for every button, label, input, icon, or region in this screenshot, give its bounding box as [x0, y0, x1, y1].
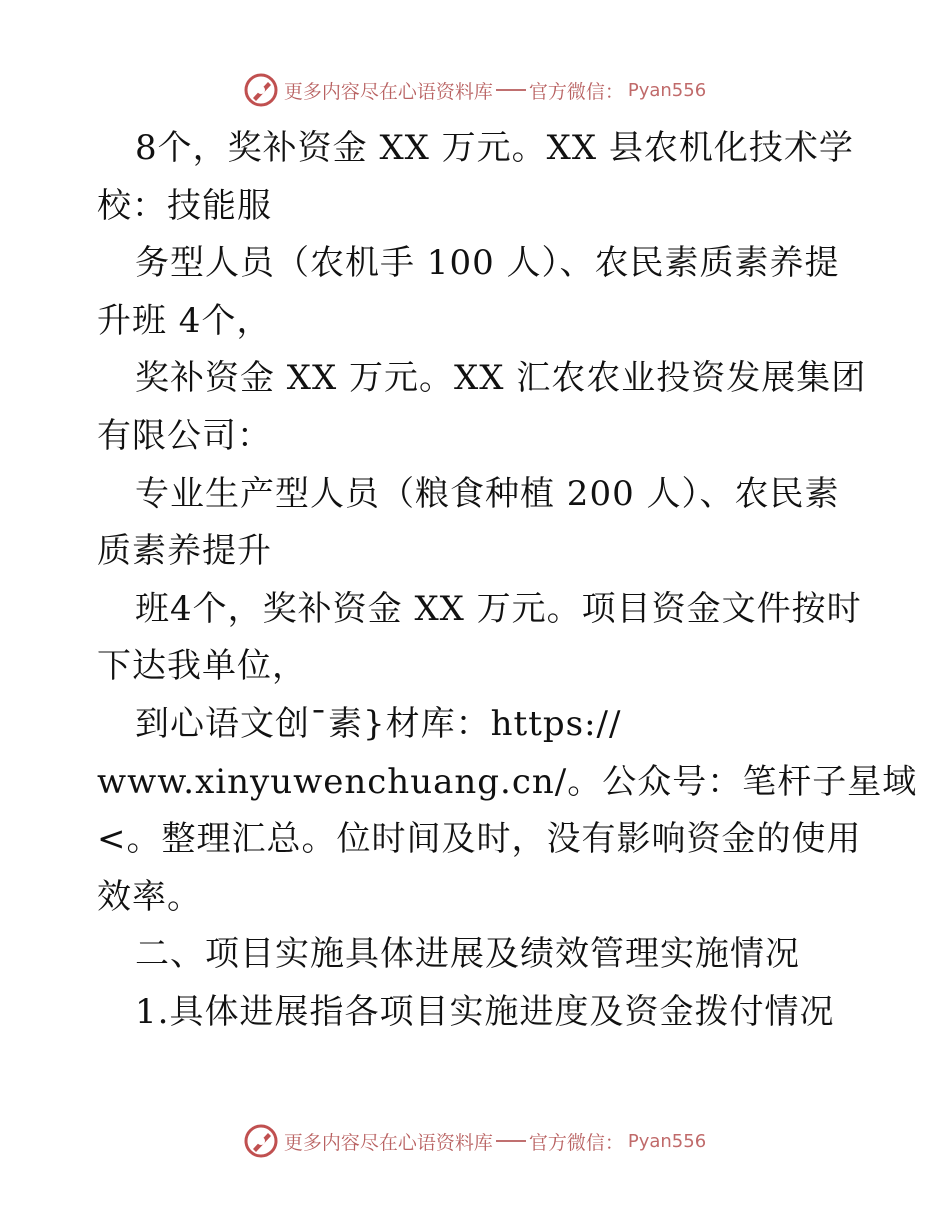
watermark-text: 更多内容尽在心语资料库 — [283, 80, 493, 103]
watermark-wechat-label: 官方微信： — [528, 1131, 624, 1154]
text-line: 升班 4个， — [97, 300, 272, 341]
brush-logo-icon — [244, 73, 278, 107]
text-line: 下达我单位， — [97, 646, 307, 687]
watermark-dash — [496, 1140, 526, 1142]
text-line: <。整理汇总。位时间及时，没有影响资金的使用 — [97, 819, 862, 860]
text-line: 8个，奖补资金 XX 万元。XX 县农机化技术学 — [135, 128, 854, 168]
subsection-heading: 1.具体进展指各项目实施进度及资金拨付情况 — [135, 991, 835, 1032]
text-line: 班4个，奖补资金 XX 万元。项目资金文件按时 — [135, 588, 862, 629]
watermark-wechat-id: Pyan556 — [627, 79, 707, 101]
text-line: 专业生产型人员（粮食种植 200 人）、农民素 — [135, 473, 840, 514]
brush-logo-icon — [244, 1124, 278, 1158]
text-line: 奖补资金 XX 万元。XX 汇农农业投资发展集团 — [135, 358, 867, 399]
watermark-wechat-label: 官方微信： — [528, 80, 624, 103]
text-line: 到心语文创¯素}材库：https:// — [135, 703, 622, 744]
header-watermark — [0, 73, 950, 107]
section-heading: 二、项目实施具体进展及绩效管理实施情况 — [135, 934, 800, 975]
text-line: 校：技能服 — [97, 185, 272, 226]
watermark-wechat-id: Pyan556 — [627, 1130, 707, 1152]
watermark-dash — [496, 89, 526, 91]
text-line: 效率。 — [97, 876, 202, 917]
text-line: 有限公司： — [97, 415, 272, 456]
text-line: 务型人员（农机手 100 人）、农民素质素养提 — [135, 243, 840, 284]
document-body — [97, 120, 918, 1042]
footer-watermark — [0, 1124, 950, 1158]
text-line: 质素养提升 — [97, 531, 272, 572]
watermark-text: 更多内容尽在心语资料库 — [283, 1131, 493, 1154]
text-line: www.xinyuwenchuang.cn/。公众号：笔杆子星域 — [97, 761, 918, 802]
